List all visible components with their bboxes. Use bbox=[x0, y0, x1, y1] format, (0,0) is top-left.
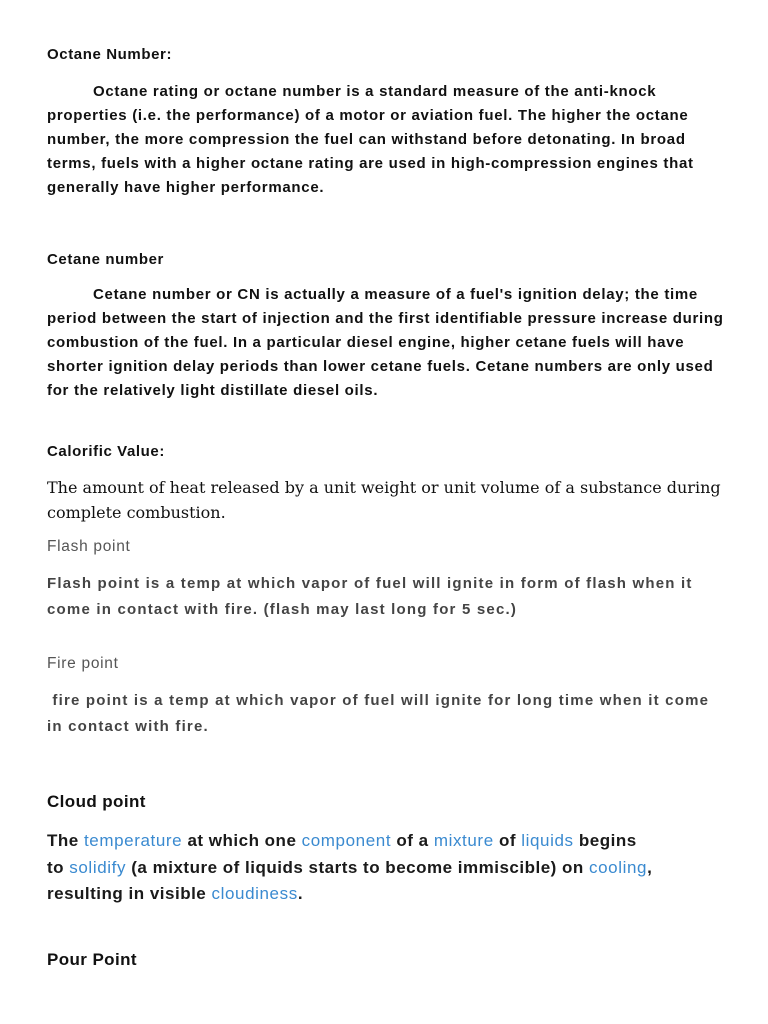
fire-point-paragraph: fire point is a temp at which vapor of fuel will ignite for long time when it come in contact with fire. bbox=[47, 692, 715, 735]
flash-point-paragraph: Flash point is a temp at which vapor of fuel will ignite in form of flash when it come in contact with fire. (flash may last long for 5 sec.) bbox=[47, 575, 693, 618]
component-link[interactable]: component bbox=[301, 831, 392, 850]
cloud-text-3: of a bbox=[391, 831, 434, 850]
cooling-link[interactable]: cooling bbox=[589, 857, 648, 877]
pour-point-heading: Pour Point bbox=[47, 950, 137, 969]
cloud-text-2: at which one bbox=[182, 831, 302, 850]
cloud-text-1: The bbox=[47, 831, 84, 850]
cloudiness-link[interactable]: cloudiness bbox=[211, 884, 298, 903]
cloud-point-heading: Cloud point bbox=[47, 792, 146, 811]
octane-heading: Octane Number: bbox=[47, 46, 173, 63]
cloud-point-paragraph bbox=[47, 828, 657, 908]
solidify-link[interactable]: solidify bbox=[69, 857, 127, 877]
cloud-text-6: (a mixture of liquids starts to become immiscible) on bbox=[126, 857, 590, 877]
calorific-paragraph: The amount of heat released by a unit weight or unit volume of a substance during complete combustion. bbox=[47, 478, 721, 522]
cloud-text-4: of bbox=[493, 831, 522, 850]
cloud-text-7: , resulting in visible bbox=[47, 857, 658, 903]
cetane-paragraph: Cetane number or CN is actually a measure of a fuel's ignition delay; the time period between the start of injection and the first identifiable pressure increase during combustion of the fuel. In a particular diesel engine, higher cetane fuels will have shorter ignition delay periods than lower cetane fuels. Cetane numbers are only used for the relatively light distillate diesel oils. bbox=[47, 286, 724, 399]
cloud-text-5: begins to bbox=[47, 831, 642, 877]
liquids-link[interactable]: liquids bbox=[521, 831, 574, 850]
octane-paragraph: Octane rating or octane number is a standard measure of the anti-knock properties (i.e. the performance) of a motor or aviation fuel. The higher the octane number, the more compression the fuel can withstand before detonating. In broad terms, fuels with a higher octane rating are used in high-compression engines that generally have higher performance. bbox=[47, 83, 694, 196]
fire-point-heading: Fire point bbox=[47, 655, 119, 672]
cloud-text-8: . bbox=[297, 884, 304, 903]
flash-point-heading: Flash point bbox=[47, 538, 131, 555]
mixture-link[interactable]: mixture bbox=[433, 831, 494, 850]
calorific-heading: Calorific Value: bbox=[47, 443, 165, 460]
temperature-link[interactable]: temperature bbox=[83, 831, 183, 850]
cetane-heading: Cetane number bbox=[47, 251, 164, 268]
